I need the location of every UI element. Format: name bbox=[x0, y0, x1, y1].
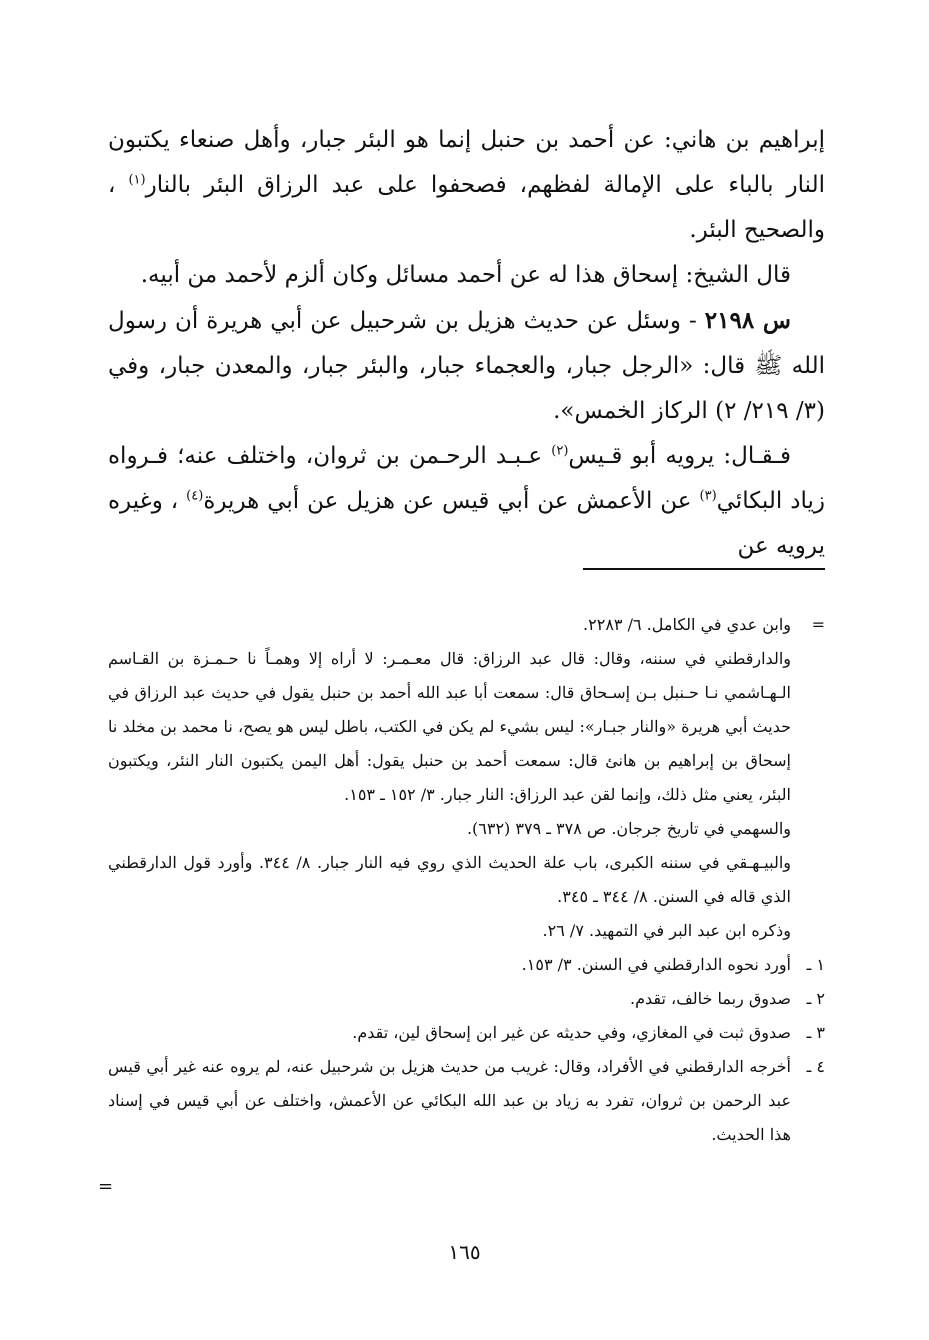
footnote-text: أخرجه الدارقطني في الأفراد، وقال: غريب من حديث هزيل بن شرحبيل عنه، لم يروه عنه غير أبي قيس عبد الرحمن بن ثروان، تفرد به زياد بن عبد الله البكائي عن الأعمش، واختلف عن أبي قيس في إسناد هذا الحديث. bbox=[108, 1057, 791, 1144]
question-number: س ٢١٩٨ bbox=[704, 307, 792, 334]
answer-paragraph: فـقـال: يرويه أبو قـيس$^{(٢)}$ عـبـد الرحـمن بن ثروان، واختلف عنه؛ فـرواه زياد البكائي$^{(٣)}$ عن الأعمش عن أبي قيس عن هزيل عن أبي هريرة$^{(٤)}$ ، وغيره يرويه عن bbox=[108, 443, 825, 559]
footnote-number: ٣ ـ bbox=[806, 1023, 825, 1042]
paragraph-shaykh: قال الشيخ: إسحاق هذا له عن أحمد مسائل وكان ألزم لأحمد من أبيه. bbox=[140, 262, 791, 288]
footnote-2 bbox=[108, 982, 825, 1016]
footnote-ref-1: (١) bbox=[128, 172, 146, 188]
footnote-number: ٢ ـ bbox=[806, 989, 825, 1008]
footnote-text: صدوق ربما خالف، تقدم. bbox=[630, 989, 791, 1008]
footnote-1 bbox=[108, 948, 825, 982]
footnote-ref-3: (٣) bbox=[699, 488, 717, 504]
footnotes bbox=[108, 608, 825, 1152]
question-2198 bbox=[108, 298, 825, 434]
paragraph-ibrahim: إبراهيم بن هاني: عن أحمد بن حنبل إنما هو البئر جبار، وأهل صنعاء يكتبون النار بالباء على الإمالة لفظهم، فصحفوا على عبد الرزاق البئر بالنار$^{(١)}$ ، والصحيح البئر. bbox=[108, 127, 825, 243]
footnote-separator bbox=[583, 568, 825, 570]
continues-mark: = bbox=[98, 1176, 114, 1197]
footnote-text: صدوق ثبت في المغازي، وفي حديثه عن غير ابن إسحاق لين، تقدم. bbox=[352, 1023, 791, 1042]
main-text bbox=[108, 118, 825, 569]
footnote-ref-2: (٢) bbox=[551, 443, 569, 459]
footnote-number: ١ ـ bbox=[806, 955, 825, 974]
footnote-continuation bbox=[108, 608, 825, 948]
page-number: ١٦٥ bbox=[448, 1240, 481, 1264]
footnote-4 bbox=[108, 1050, 825, 1152]
footnote-number: ٤ ـ bbox=[806, 1057, 825, 1076]
footnote-line: وذكره ابن عبد البر في التمهيد. ٧/ ٢٦. bbox=[542, 921, 791, 940]
continuation-mark: = bbox=[811, 615, 825, 634]
footnote-text: أورد نحوه الدارقطني في السنن. ٣/ ١٥٣. bbox=[521, 955, 791, 974]
question-text: - وسئل عن حديث هزيل بن شرحبيل عن أبي هريرة أن رسول الله ﷺ قال: «الرجل جبار، والعجماء جبار، والبئر جبار، والمعدن جبار، وفي (٣/ ٢١٩/ ٢) الركاز الخمس». bbox=[108, 308, 825, 424]
footnote-ref-4: (٤) bbox=[186, 488, 204, 504]
footnote-line: والسهمي في تاريخ جرجان. ص ٣٧٨ ـ ٣٧٩ (٦٣٢). bbox=[466, 819, 791, 838]
footnote-line: والبيـهـقي في سننه الكبرى، باب علة الحديث الذي روي فيه النار جبار. ٨/ ٣٤٤. وأورد قول الدارقطني الذي قاله في السنن. ٨/ ٣٤٤ ـ ٣٤٥. bbox=[108, 853, 791, 906]
footnote-3 bbox=[108, 1016, 825, 1050]
footnote-line: والدارقطني في سننه، وقال: قال عبد الرزاق: قال معـمـر: لا أراه إلا وهمـاً نا حـمـزة بن القـاسم الـهـاشمي نـا حـنبل بـن إسـحاق قال: سمعت أبا عبد الله أحمد بن حنبل يقول في حديث عبد الرزاق في حديث أبي هريرة «والنار جبـار»: ليس بشيء لم يكن في الكتب، باطل ليس هو يصح، نا محمد بن مخلد نا إسحاق بن إبراهيم بن هانئ قال: سمعت أحمد بن حنبل يقول: أهل اليمن يكتبون النار النئر، ويكتبون البئر، يعني مثل ذلك، وإنما لقن عبد الرزاق: النار جبار. ٣/ ١٥٢ ـ ١٥٣. bbox=[108, 649, 791, 804]
footnote-line: وابن عدي في الكامل. ٦/ ٢٢٨٣. bbox=[583, 615, 791, 634]
